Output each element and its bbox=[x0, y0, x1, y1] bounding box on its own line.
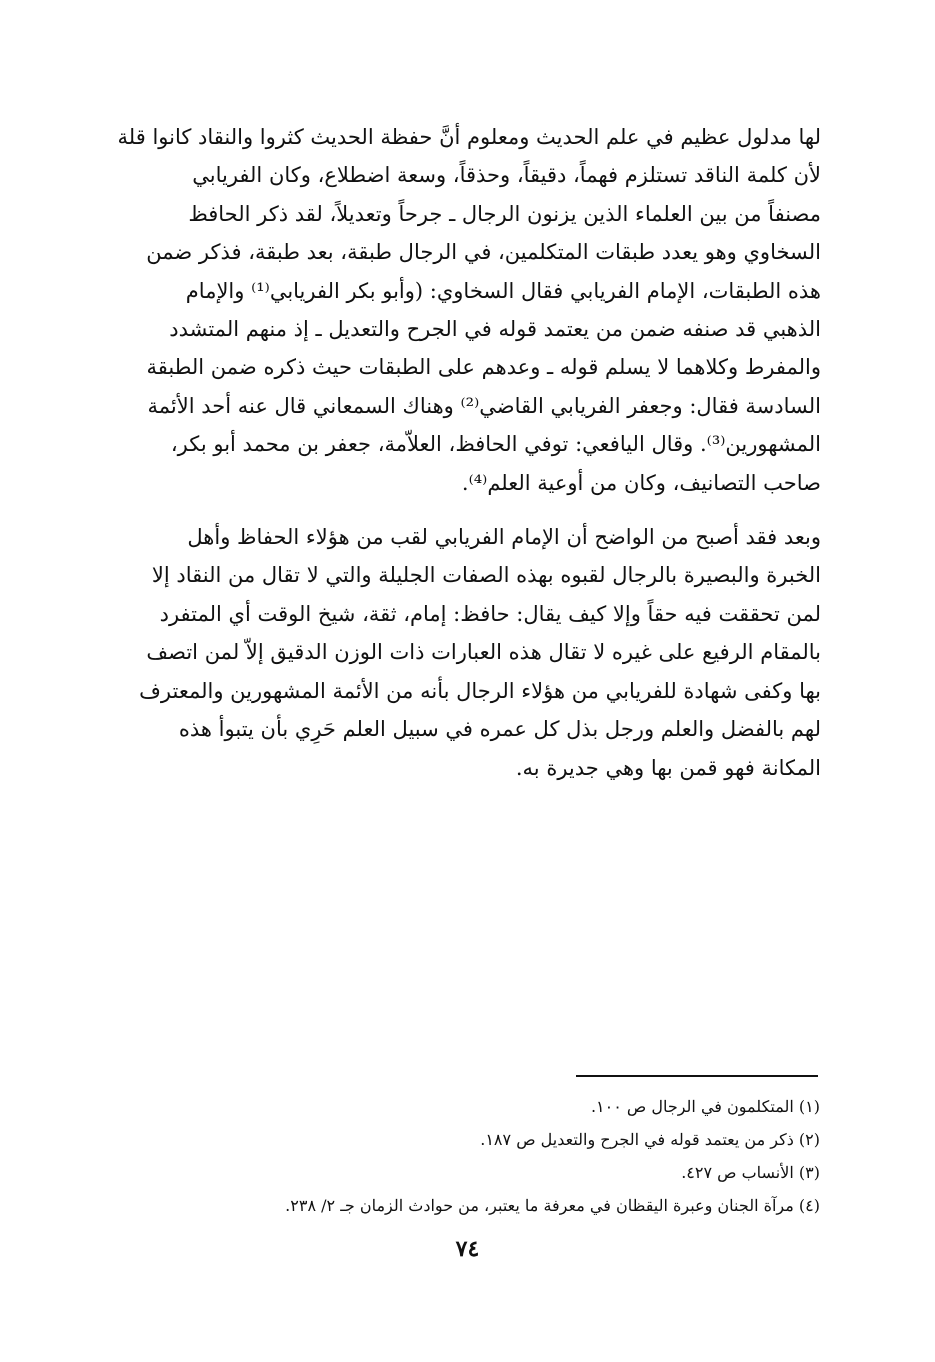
text-line: المشهورين⁽³⁾. وقال اليافعي: توفي الحافظ، العلاّمة، جعفر بن محمد أبو بكر، bbox=[170, 432, 821, 457]
text-line: مصنفاً من بين العلماء الذين يزنون الرجال ـ جرحاً وتعديلاً، لقد ذكر الحافظ bbox=[188, 201, 821, 226]
text-line: الخبرة والبصيرة بالرجال لقبوه بهذه الصفات الجليلة والتي لا تقال من النقاد إلا bbox=[151, 563, 821, 588]
text-line: السخاوي وهو يعدد طبقات المتكلمين، في الرجال طبقة، بعد طبقة، فذكر ضمن bbox=[146, 240, 821, 265]
text-line: لأن كلمة الناقد تستلزم فهماً، دقيقاً، وحذقاً، وسعة اضطلاع، وكان الفريابي bbox=[192, 163, 821, 188]
text-line: لمن تحققت فيه حقاً وإلا كيف يقال: حافظ: إمام، ثقة، شيخ الوقت أي المتفرد bbox=[159, 601, 821, 626]
main-text bbox=[76, 118, 821, 787]
text-line: لها مدلول عظيم في علم الحديث ومعلوم أنَّ حفظة الحديث كثروا والنقاد كانوا قلة bbox=[117, 125, 821, 149]
footnotes bbox=[120, 1090, 820, 1222]
text-line: صاحب التصانيف، وكان من أوعية العلم⁽⁴⁾. bbox=[461, 470, 821, 495]
text-line: الذهبي قد صنفه ضمن من يعتمد قوله في الجرح والتعديل ـ إذ منهم المتشدد bbox=[169, 317, 821, 342]
paragraph-2 bbox=[76, 518, 821, 787]
text-line: السادسة فقال: وجعفر الفريابي القاضي⁽²⁾ وهناك السمعاني قال عنه أحد الأئمة bbox=[147, 393, 821, 418]
footnote-2: (٢) ذكر من يعتمد قوله في الجرح والتعديل ص ١٨٧. bbox=[480, 1130, 820, 1149]
text-line: بها وكفى شهادة للفريابي من هؤلاء الرجال بأنه من الأئمة المشهورين والمعترف bbox=[139, 678, 821, 703]
footnote-1: (١) المتكلمون في الرجال ص ١٠٠. bbox=[590, 1097, 820, 1116]
text-line: بالمقام الرفيع على غيره لا تقال هذه العبارات ذات الوزن الدقيق إلاّ لمن اتصف bbox=[146, 640, 821, 665]
text-line: والمفرط وكلاهما لا يسلم قوله ـ وعدهم على الطبقات حيث ذكره ضمن الطبقة bbox=[146, 355, 821, 380]
text-line: المكانة فهو قمن بها وهي جديرة به. bbox=[515, 755, 821, 780]
footnote-4: (٤) مرآة الجنان وعبرة اليقظان في معرفة ما يعتبر، من حوادث الزمان جـ ٢/ ٢٣٨. bbox=[285, 1196, 820, 1215]
footnote-divider bbox=[576, 1075, 818, 1077]
page-number: ٧٤ bbox=[455, 1236, 480, 1262]
text-line: وبعد فقد أصبح من الواضح أن الإمام الفريابي لقب من هؤلاء الحفاظ وأهل bbox=[187, 525, 821, 550]
text-line: هذه الطبقات، الإمام الفريابي فقال السخاوي: (وأبو بكر الفريابي⁽¹⁾ والإمام bbox=[185, 278, 821, 303]
paragraph-1 bbox=[76, 118, 821, 502]
footnote-3: (٣) الأنساب ص ٤٢٧. bbox=[681, 1163, 820, 1182]
text-line: لهم بالفضل والعلم ورجل بذل كل عمره في سبيل العلم حَرِي بأن يتبوأ هذه bbox=[178, 717, 821, 742]
